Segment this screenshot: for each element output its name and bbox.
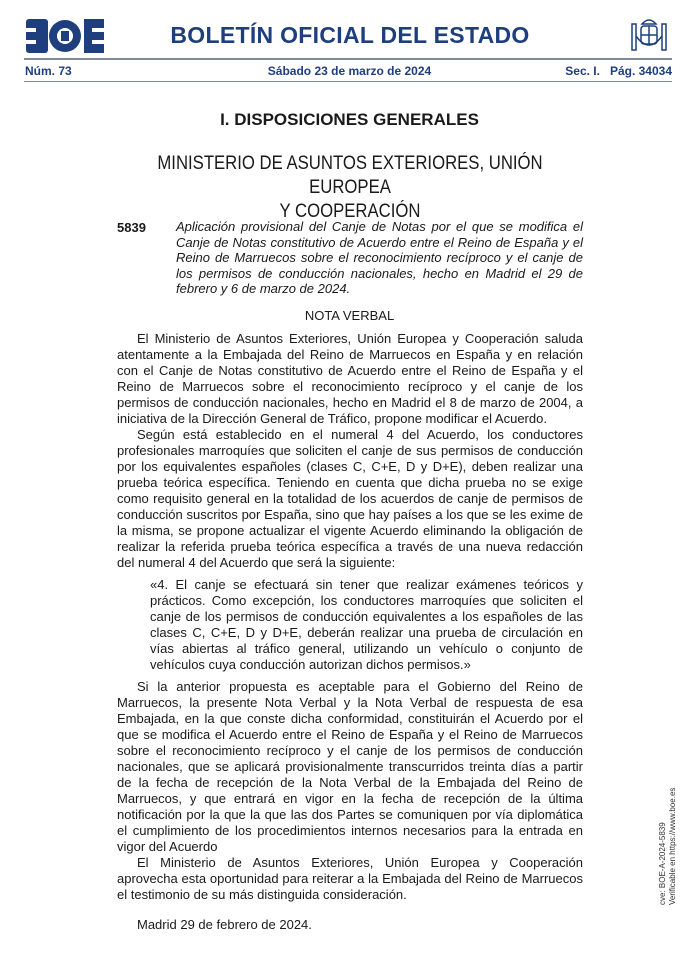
document-body: [117, 331, 583, 933]
paragraph: Si la anterior propuesta es aceptable para el Gobierno del Reino de Marruecos, la presente Nota Verbal y la Nota Verbal de respuesta de esa Embajada, en la que conste dicha conformidad, constituirán el Acuerdo por el que se modifica el Acuerdo entre el Reino de España y el Reino de Marruecos sobre el reconocimiento recíproco y el canje de los permisos de conducción nacionales, que se aplicará provisionalmente transcurridos treinta días a partir de la fecha de recepción de la Nota Verbal de la Embajada del Reino de Marruecos, y que entrará en vigor en la fecha de recepción de la última notificación por la que la que las dos Partes se comuniquen por vía diplomática el cumplimiento de los procedimientos internos necesarios para la entrada en vigor del Acuerdo: [117, 679, 583, 854]
ministry-line: MINISTERIO DE ASUNTOS EXTERIORES, UNIÓN EUROPEA: [157, 153, 543, 198]
entry-number: 5839: [117, 220, 146, 235]
paragraph: El Ministerio de Asuntos Exteriores, Unión Europea y Cooperación aprovecha esta oportunidad para reiterar a la Embajada del Reino de Marruecos el testimonio de su más distinguida consideración.: [117, 855, 583, 902]
paragraph: Según está establecido en el numeral 4 del Acuerdo, los conductores profesionales marroquíes que soliciten el canje de sus permisos de conducción por los equivalentes españoles (clases C, C+E, D y D+E), deben realizar una prueba teórica específica. Teniendo en cuenta que dicha prueba no se exige como requisito general en la totalidad de los acuerdos de canje de permisos de conducción suscritos por España, sino que hay países a los que se les exime de la misma, se propone actualizar el vigente Acuerdo eliminando la obligación de realizar la referida prueba teórica específica a través de una nueva redacción del numeral 4 del Acuerdo que será la siguiente:: [117, 427, 583, 570]
ministry-title: [130, 152, 570, 224]
section-page: Sec. I. Pág. 34034: [565, 64, 672, 78]
spain-coat-of-arms-icon: [628, 14, 670, 58]
entry-summary: Aplicación provisional del Canje de Notas por el que se modifica el Canje de Notas constitutivo de Acuerdo entre el Reino de España y el Reino de Marruecos sobre el reconocimiento recíproco y el canje de los permisos de conducción nacionales, hecho en Madrid el 29 de febrero y 6 de marzo de 2024.: [176, 219, 583, 297]
issue-number: Núm. 73: [25, 64, 72, 78]
verification-note: [658, 788, 678, 905]
boe-logo: [26, 19, 104, 53]
ministry-line: Y COOPERACIÓN: [279, 201, 421, 222]
issue-date: Sábado 23 de marzo de 2024: [267, 64, 432, 78]
cve-code: cve: BOE-A-2024-5839: [658, 822, 667, 905]
paragraph: El Ministerio de Asuntos Exteriores, Unión Europea y Cooperación saluda atentamente a la Embajada del Reino de Marruecos en España y en relación con el Canje de Notas constitutivo de Acuerdo entre el Reino de España y el Reino de Marruecos sobre el reconocimiento recíproco y el canje de los permisos de conducción nacionales, hecho en Madrid el 8 de marzo de 2004, a iniciativa de la Dirección General de Tráfico, propone modificar el Acuerdo.: [117, 331, 583, 426]
publication-title: BOLETÍN OFICIAL DEL ESTADO: [170, 22, 530, 48]
header-rule-top: [24, 58, 672, 60]
verification-link[interactable]: Verificable en https://www.boe.es: [668, 787, 677, 905]
header-rule-bottom: [24, 81, 672, 82]
date-signature: Madrid 29 de febrero de 2024.: [137, 917, 312, 932]
section-title: I. DISPOSICIONES GENERALES: [220, 110, 479, 129]
quoted-paragraph: «4. El canje se efectuará sin tener que realizar exámenes teóricos y prácticos. Como excepción, los conductores marroquíes que soliciten el canje de los permisos de conducción equivalentes a los españoles de las clases C, C+E, D y D+E, deberán realizar una prueba de circulación en vías abiertas al tráfico general, utilizando un vehículo o conjunto de vehículos cuya conducción autorizan dichos permisos.»: [150, 577, 583, 672]
document-heading: NOTA VERBAL: [304, 308, 395, 323]
